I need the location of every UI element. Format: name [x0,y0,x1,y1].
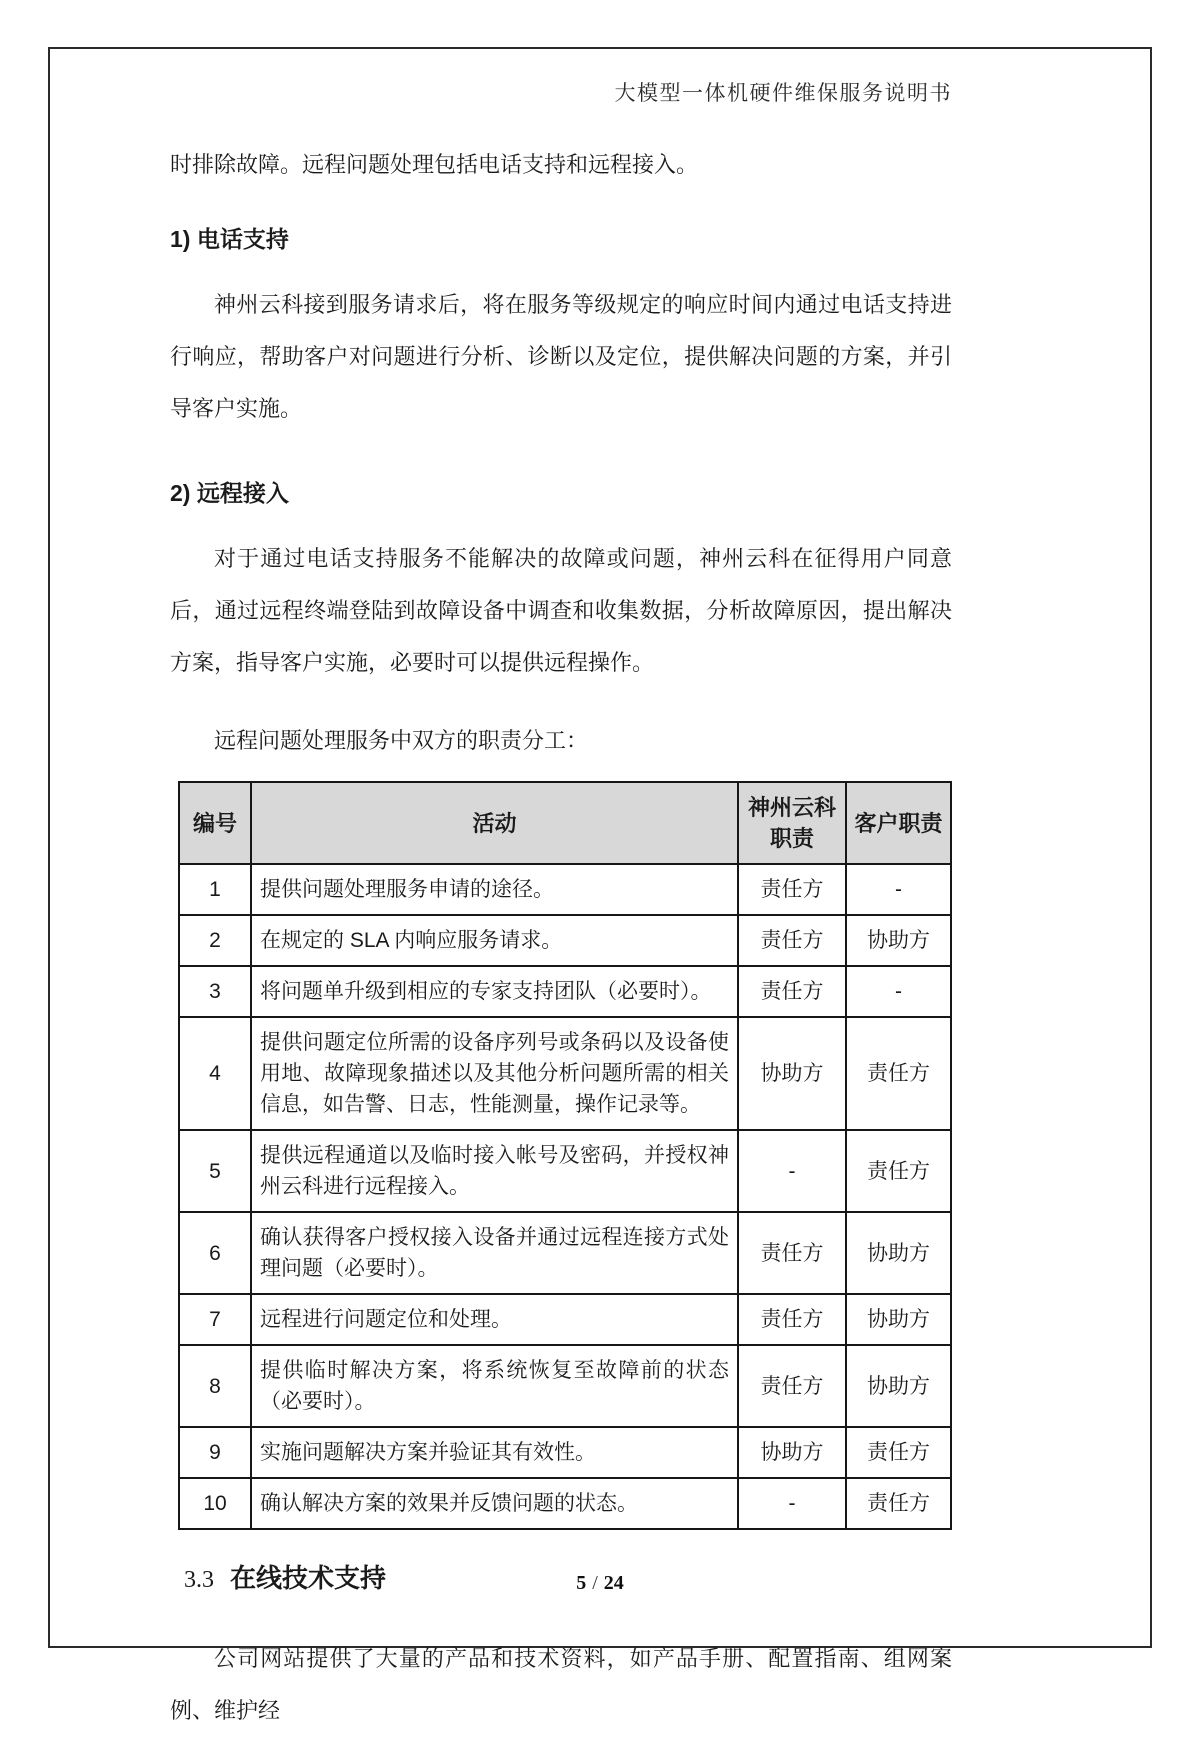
cell-vendor-role: 责任方 [738,915,846,966]
table-row [179,1345,951,1427]
phone-support-heading: 1) 电话支持 [170,226,289,252]
cell-customer-role: 协助方 [846,1212,951,1294]
responsibilities-table [178,781,952,1530]
total-page-count: 24 [603,1572,624,1594]
cell-number: 10 [179,1478,251,1529]
cell-activity: 提供问题处理服务申请的途径。 [251,864,738,915]
cell-vendor-role: - [738,1130,846,1212]
cell-customer-role: 责任方 [846,1427,951,1478]
table-intro-text: 远程问题处理服务中双方的职责分工： [214,728,589,753]
page-content [170,47,952,1737]
table-row [179,915,951,966]
table-row [179,966,951,1017]
table-row [179,1017,951,1130]
table-row [179,1478,951,1529]
cell-activity: 确认解决方案的效果并反馈问题的状态。 [251,1478,738,1529]
doc-header-title: 大模型一体机硬件维保服务说明书 [614,81,952,105]
cell-activity: 实施问题解决方案并验证其有效性。 [251,1427,738,1478]
section-number: 3.3 [184,1567,214,1593]
cell-activity: 将问题单升级到相应的专家支持团队（必要时）。 [251,966,738,1017]
header-cell-activity: 活动 [251,782,738,864]
cell-number: 8 [179,1345,251,1427]
cell-customer-role: 协助方 [846,915,951,966]
cell-customer-role: 责任方 [846,1130,951,1212]
cell-vendor-role: 协助方 [738,1427,846,1478]
cell-customer-role: - [846,864,951,915]
cell-customer-role: - [846,966,951,1017]
cell-number: 4 [179,1017,251,1130]
cell-customer-role: 协助方 [846,1294,951,1345]
cell-vendor-role: 责任方 [738,1294,846,1345]
remote-access-paragraph: 对于通过电话支持服务不能解决的故障或问题，神州云科在征得用户同意后，通过远程终端登陆到故障设备中调查和收集数据，分析故障原因，提出解决方案，指导客户实施，必要时可以提供远程操作。 [170,546,952,675]
cell-vendor-role: - [738,1478,846,1529]
cell-activity: 确认获得客户授权接入设备并通过远程连接方式处理问题（必要时）。 [251,1212,738,1294]
section-title: 在线技术支持 [230,1563,387,1593]
header-cell-number: 编号 [179,782,251,864]
cell-vendor-role: 责任方 [738,1345,846,1427]
cell-number: 9 [179,1427,251,1478]
table-row [179,1427,951,1478]
cell-customer-role: 协助方 [846,1345,951,1427]
cell-customer-role: 责任方 [846,1017,951,1130]
cell-customer-role: 责任方 [846,1478,951,1529]
table-row [179,1294,951,1345]
cell-number: 7 [179,1294,251,1345]
cell-vendor-role: 责任方 [738,864,846,915]
cell-activity: 提供问题定位所需的设备序列号或条码以及设备使用地、故障现象描述以及其他分析问题所需的相关信息，如告警、日志，性能测量，操作记录等。 [251,1017,738,1130]
closing-paragraph: 公司网站提供了大量的产品和技术资料，如产品手册、配置指南、组网案例、维护经 [170,1646,952,1723]
table-row [179,1130,951,1212]
phone-support-paragraph: 神州云科接到服务请求后，将在服务等级规定的响应时间内通过电话支持进行响应，帮助客户对问题进行分析、诊断以及定位，提供解决问题的方案，并引导客户实施。 [170,292,952,421]
cell-number: 3 [179,966,251,1017]
intro-paragraph: 时排除故障。远程问题处理包括电话支持和远程接入。 [170,152,699,177]
cell-activity: 在规定的 SLA 内响应服务请求。 [251,915,738,966]
page-separator: / [592,1572,598,1594]
page-footer [0,1572,1200,1595]
cell-number: 5 [179,1130,251,1212]
cell-activity: 提供临时解决方案，将系统恢复至故障前的状态（必要时）。 [251,1345,738,1427]
cell-vendor-role: 协助方 [738,1017,846,1130]
table-row [179,864,951,915]
cell-activity: 远程进行问题定位和处理。 [251,1294,738,1345]
table-row [179,1212,951,1294]
cell-activity: 提供远程通道以及临时接入帐号及密码，并授权神州云科进行远程接入。 [251,1130,738,1212]
current-page-number: 5 [576,1572,587,1594]
remote-access-heading: 2) 远程接入 [170,480,289,506]
header-cell-customer: 客户职责 [846,782,951,864]
table-header-row [179,782,951,864]
cell-vendor-role: 责任方 [738,1212,846,1294]
header-cell-vendor: 神州云科职责 [738,782,846,864]
cell-number: 6 [179,1212,251,1294]
cell-vendor-role: 责任方 [738,966,846,1017]
cell-number: 1 [179,864,251,915]
cell-number: 2 [179,915,251,966]
